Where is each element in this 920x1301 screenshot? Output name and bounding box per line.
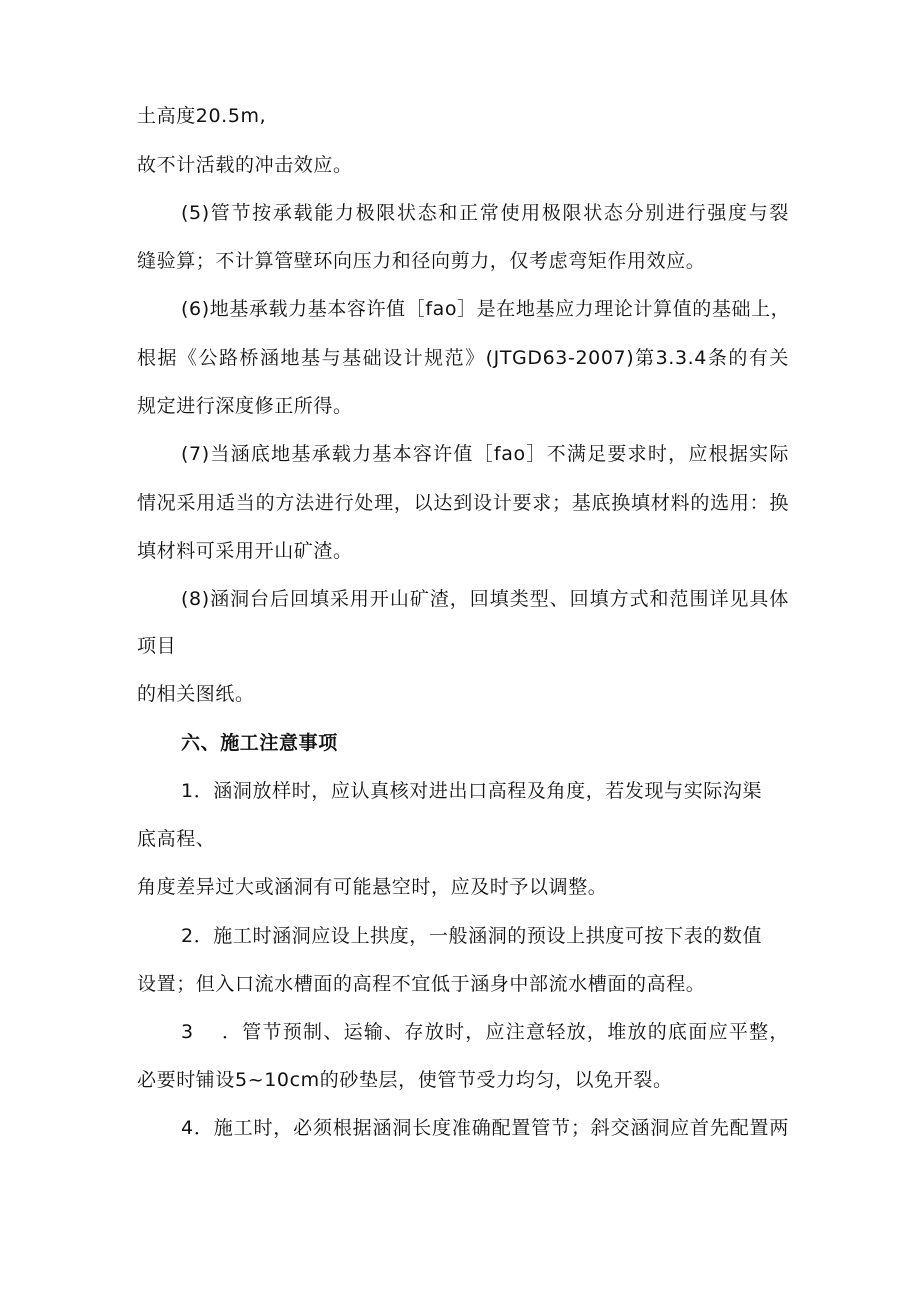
paragraph-5-line-1: (5)管节按承载能力极限状态和正常使用极限状态分别进行强度与裂 [181,202,789,224]
paragraph-8-line-3: 的相关图纸。 [137,683,255,705]
paragraph-6-line-1: (6)地基承载力基本容许值［fao］是在地基应力理论计算值的基础上， [181,298,791,320]
section-heading: 六、施工注意事项 [181,732,338,754]
item-2-line-1: 2．施工时涵洞应设上拱度，一般涵洞的预设上拱度可按下表的数值 [181,925,763,947]
paragraph-7-line-1: (7)当涵底地基承载力基本容许值［fao］不满足要求时，应根据实际 [181,443,789,465]
paragraph-8-line-2: 项目 [137,635,177,657]
text-line: 故不计活载的冲击效应。 [137,154,353,176]
item-3-line-1: 3 ．管节预制、运输、存放时，应注意轻放，堆放的底面应平整， [181,1021,789,1043]
paragraph-8-line-1: (8)涵洞台后回填采用开山矿渣，回填类型、回填方式和范围详见具体 [181,588,789,610]
paragraph-6-line-2: 根据《公路桥涵地基与基础设计规范》(JTGD63-2007)第3.3.4条的有关 [137,347,789,369]
item-1-line-1: 1．涵洞放样时，应认真核对进出口高程及角度，若发现与实际沟渠 [181,780,763,802]
paragraph-7-line-2: 情况采用适当的方法进行处理，以达到设计要求；基底换填材料的选用：换 [137,492,789,514]
item-3-line-2: 必要时铺设5~10cm的砂垫层，使管节受力均匀，以免开裂。 [137,1069,673,1091]
paragraph-7-line-3: 填材料可采用开山矿渣。 [137,540,353,562]
item-4-line-1: 4．施工时，必须根据涵洞长度准确配置管节；斜交涵洞应首先配置两 [181,1117,789,1139]
text-line: 土高度20.5m, [137,105,267,127]
paragraph-6-line-3: 规定进行深度修正所得。 [137,395,353,417]
item-2-line-2: 设置；但入口流水槽面的高程不宜低于涵身中部流水槽面的高程。 [137,973,706,995]
item-1-line-3: 角度差异过大或涵洞有可能悬空时，应及时予以调整。 [137,876,608,898]
paragraph-5-line-2: 缝验算；不计算管壁环向压力和径向剪力，仅考虑弯矩作用效应。 [137,250,706,272]
item-1-line-2: 底高程、 [137,828,216,850]
